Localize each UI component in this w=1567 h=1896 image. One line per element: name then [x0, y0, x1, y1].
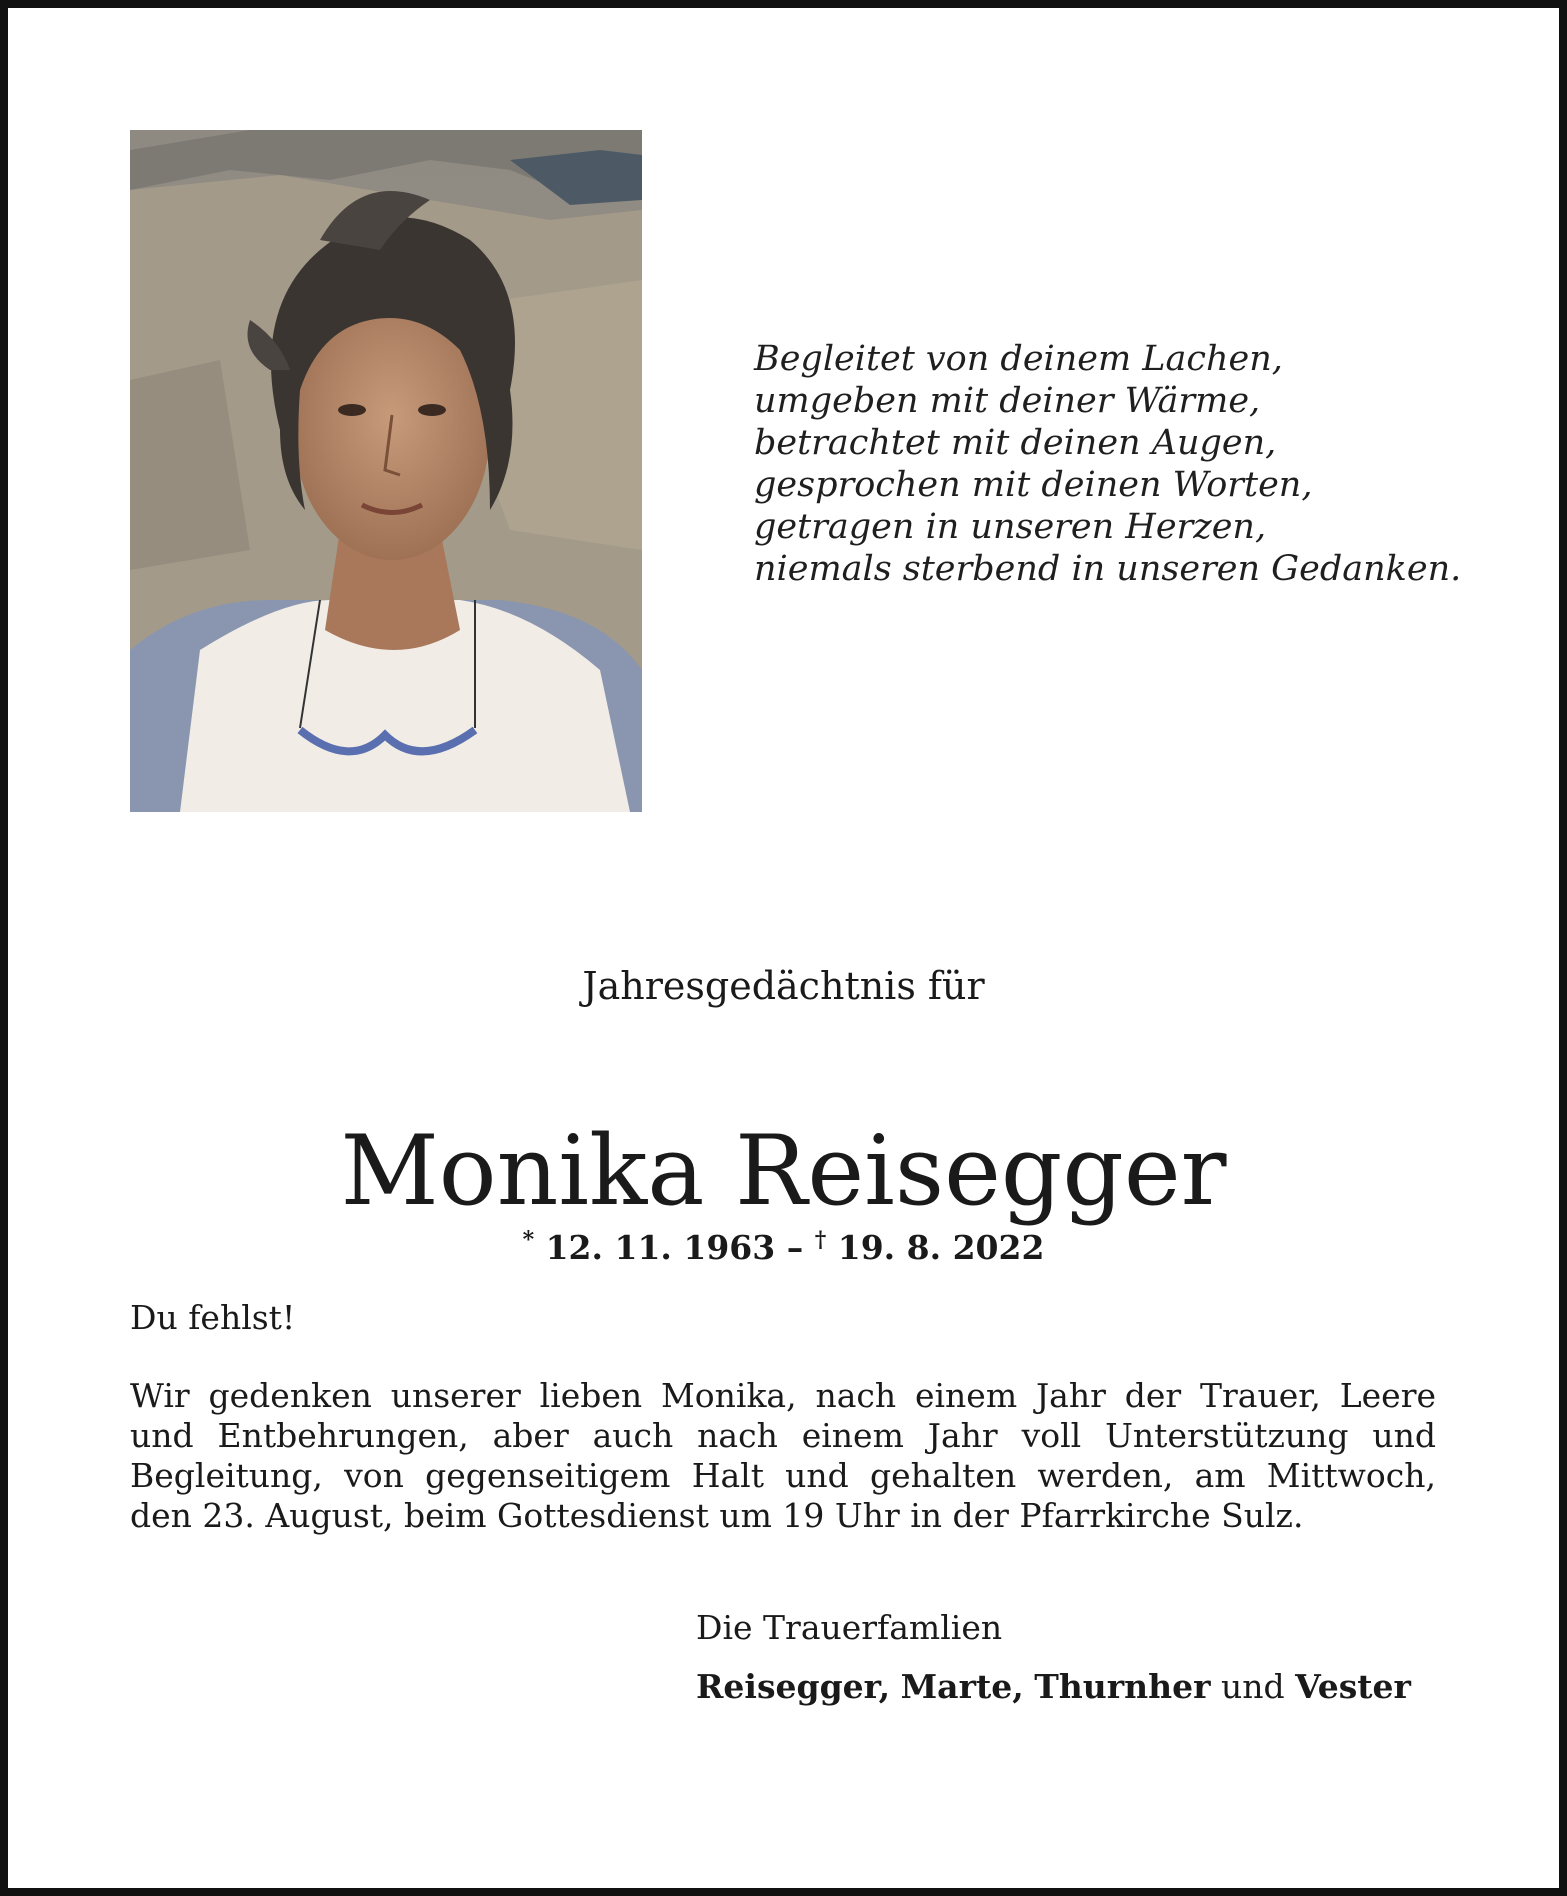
body-line: Begleitung, von gegenseitigem Halt und gehalten werden, am Mittwoch, [130, 1456, 1436, 1495]
memorial-text [130, 1376, 1436, 1536]
deceased-name: Monika Reisegger [340, 1115, 1227, 1227]
poem-line: Begleitet von deinem Lachen, [754, 339, 1283, 379]
portrait-photo [130, 130, 642, 812]
family-name: Marte, [900, 1667, 1024, 1706]
body-line: Wir gedenken unserer lieben Monika, nach einem Jahr der Trauer, Leere [130, 1376, 1436, 1415]
family-name: Reisegger, [696, 1667, 891, 1706]
poem-line: getragen in unseren Herzen, [754, 507, 1267, 547]
family-name: Thurnher [1034, 1667, 1211, 1706]
conjunction: und [1220, 1667, 1285, 1706]
greeting: Du fehlst! [130, 1298, 296, 1337]
signature-intro: Die Trauerfamlien [696, 1608, 1003, 1647]
poem-line: niemals sterbend in unseren Gedanken. [754, 549, 1462, 589]
date-separator: – [775, 1228, 815, 1267]
obituary-page [8, 8, 1559, 1888]
family-name: Vester [1295, 1667, 1411, 1706]
birth-date: 12. 11. 1963 [545, 1228, 776, 1267]
memorial-intro: Jahresgedächtnis für [582, 964, 985, 1008]
body-line: und Entbehrungen, aber auch nach einem Jahr voll Unterstützung und [130, 1416, 1436, 1455]
poem-line: gesprochen mit deinen Worten, [754, 465, 1313, 505]
memorial-poem [754, 338, 1494, 590]
death-date: 19. 8. 2022 [837, 1228, 1045, 1267]
life-dates [8, 1220, 1559, 1268]
death-symbol: † [814, 1227, 827, 1253]
birth-symbol: * [522, 1227, 535, 1253]
poem-line: umgeben mit deiner Wärme, [754, 381, 1261, 421]
signature-families [696, 1667, 1411, 1707]
body-line: den 23. August, beim Gottesdienst um 19 Uhr in der Pfarrkirche Sulz. [130, 1496, 1304, 1535]
poem-line: betrachtet mit deinen Augen, [754, 423, 1277, 463]
